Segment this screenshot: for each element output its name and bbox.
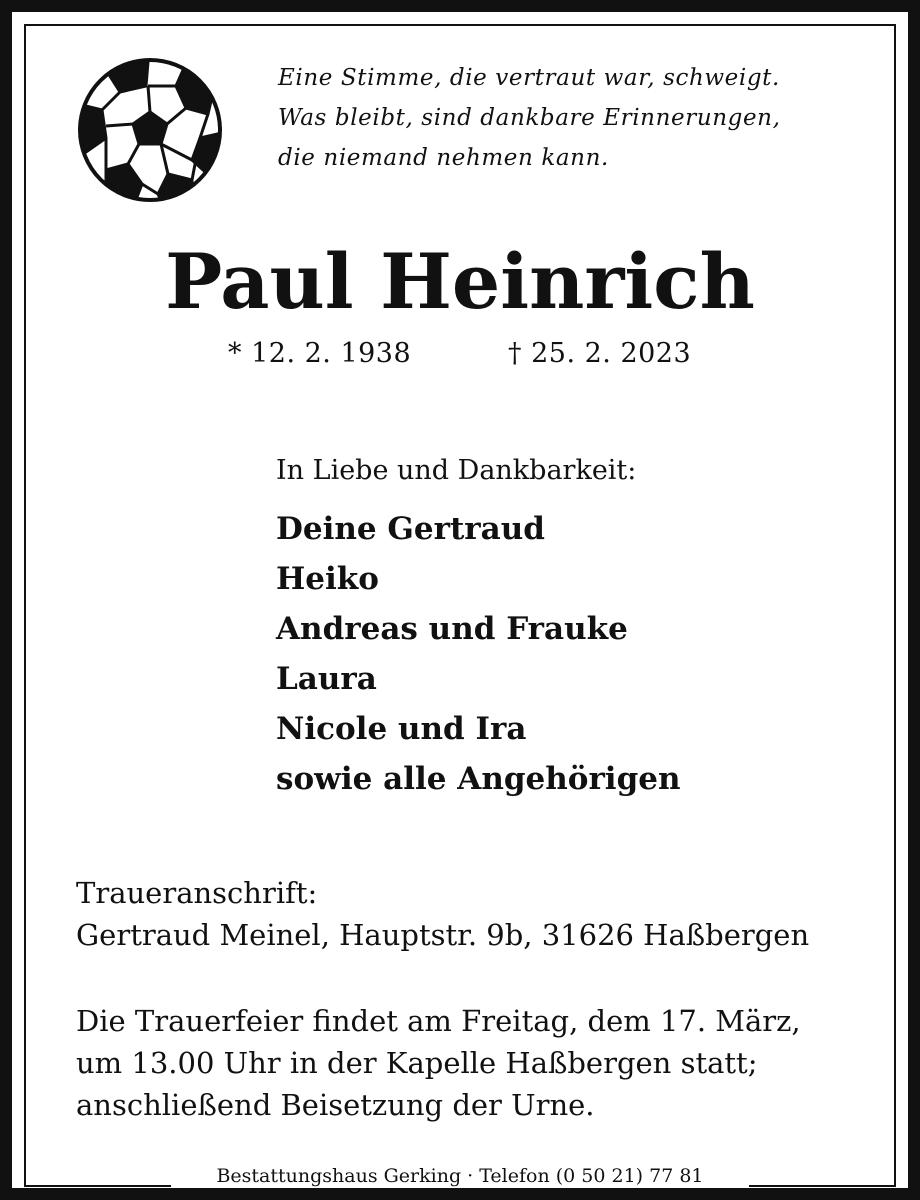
quote-line: Was bleibt, sind dankbare Erinnerungen,	[278, 105, 781, 131]
mourner-name: sowie alle Angehörigen	[276, 761, 681, 797]
soccer-ball-icon	[76, 56, 224, 204]
footer-rule	[24, 1185, 171, 1187]
death-date: † 25. 2. 2023	[508, 338, 692, 369]
funeral-home-footer: Bestattungshaus Gerking · Telefon (0 50 21) 77 81	[171, 1164, 749, 1188]
mourner-name: Nicole und Ira	[276, 711, 527, 747]
mourning-address	[76, 872, 809, 956]
footer-rule	[749, 1185, 896, 1187]
birth-date: * 12. 2. 1938	[228, 338, 412, 369]
mourner-name: Andreas und Frauke	[276, 611, 628, 647]
ceremony-line: anschließend Beisetzung der Urne.	[76, 1088, 595, 1122]
ceremony-line: um 13.00 Uhr in der Kapelle Haßbergen statt;	[76, 1046, 758, 1080]
quote-line: Eine Stimme, die vertraut war, schweigt.	[278, 65, 780, 91]
quote-line: die niemand nehmen kann.	[278, 145, 609, 171]
memorial-quote	[278, 58, 878, 178]
ceremony-info	[76, 1000, 801, 1126]
ceremony-line: Die Trauerfeier findet am Freitag, dem 17. März,	[76, 1004, 801, 1038]
mourner-list	[276, 506, 681, 806]
address-label: Traueranschrift:	[76, 876, 318, 910]
address-text: Gertraud Meinel, Hauptstr. 9b, 31626 Haßbergen	[76, 918, 810, 952]
mourner-name: Laura	[276, 661, 377, 697]
mourning-intro: In Liebe und Dankbarkeit:	[276, 455, 637, 486]
deceased-name: Paul Heinrich	[165, 237, 755, 326]
mourner-name: Deine Gertraud	[276, 511, 545, 547]
mourner-name: Heiko	[276, 561, 379, 597]
